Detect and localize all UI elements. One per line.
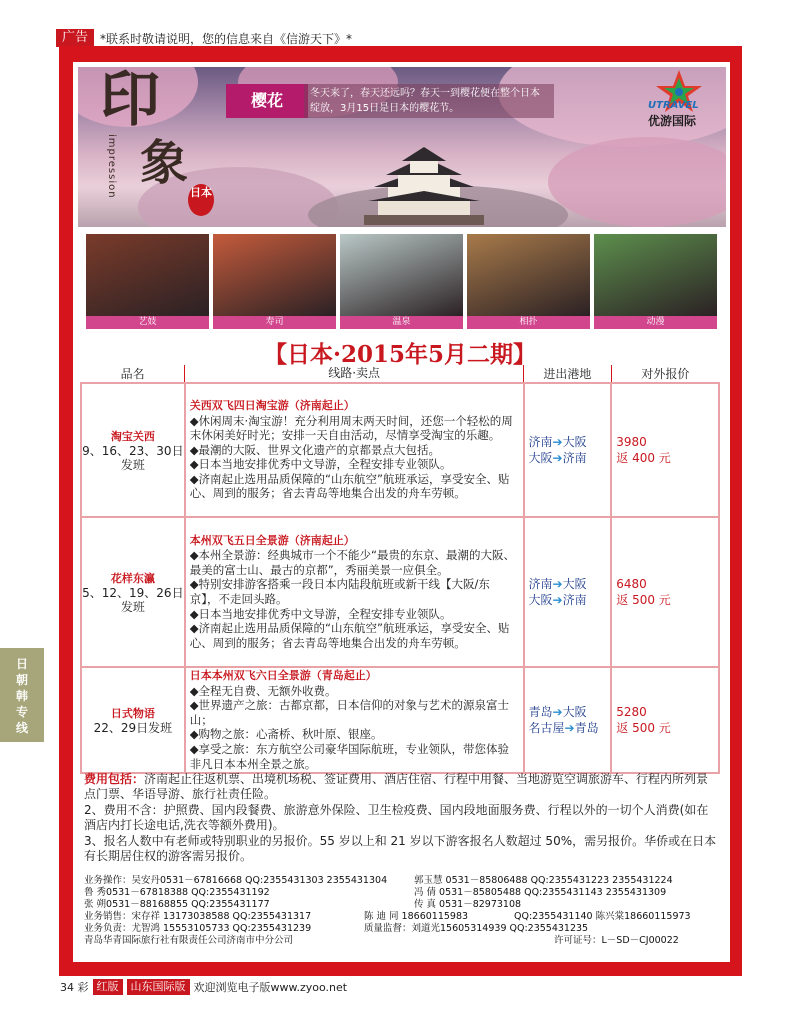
arrow-right-icon: ➔ <box>552 451 563 465</box>
route-point: ◆最潮的大阪、世界文化遗产的京都景点大包括。 <box>189 442 441 457</box>
arrow-right-icon: ➔ <box>552 577 563 591</box>
fee-notes <box>84 772 718 864</box>
route-point: ◆全程无自费、无额外收费。 <box>189 683 337 698</box>
table-row <box>81 667 719 773</box>
header-route: 线路·卖点 <box>185 365 524 383</box>
route-title: 本州双飞五日全景游（济南起止） <box>189 533 355 547</box>
rebate: 返 500 元 <box>616 593 671 607</box>
photo-image <box>340 234 463 316</box>
table-header-row <box>81 365 719 383</box>
photo-card <box>340 234 463 329</box>
tour-name: 花样东瀛 <box>110 572 155 585</box>
contact-line: 业务负责：尤智鸿 15553105733 QQ:2355431239 <box>84 923 312 934</box>
port-out: 青岛➔大阪 <box>528 705 587 720</box>
logo-en: UTRAVEL <box>648 100 699 111</box>
side-tab: 日朝韩专线 <box>0 648 44 742</box>
contact-line: 业务销售：宋存祥 13173038588 QQ:2355431317 <box>84 911 312 922</box>
header-port: 进出港地 <box>524 365 612 383</box>
photo-strip <box>86 234 718 329</box>
banner-impression: impression <box>106 134 117 199</box>
photo-caption: 温泉 <box>340 316 463 329</box>
photo-caption: 动漫 <box>594 316 717 329</box>
table-row <box>81 383 719 517</box>
port-back: 大阪➔济南 <box>528 451 587 465</box>
castle-illustration <box>364 147 484 225</box>
route-point: ◆本州全景游：经典城市一个不能少“最贵的东京、最潮的大阪、最美的富士山、最古的京都”，秀丽美景一应俱全。 <box>189 548 516 577</box>
price: 6480 <box>616 577 647 591</box>
tour-name: 淘宝关西 <box>110 430 155 443</box>
contact-info <box>84 875 724 947</box>
rebate: 返 500 元 <box>616 721 671 736</box>
photo-card <box>86 234 209 329</box>
ad-tag: 广告 <box>56 29 94 47</box>
price: 5280 <box>616 705 647 720</box>
table-row <box>81 517 719 667</box>
price: 3980 <box>616 435 647 449</box>
contact-line: 郭玉慧 0531－85806488 QQ:2355431223 2355431224 <box>414 875 673 886</box>
sakura-tag: 樱花 <box>226 84 308 118</box>
tour-dates: 9、16、23、30日发班 <box>82 444 184 472</box>
edition-tag: 红版 <box>93 979 123 995</box>
route-point: ◆济南起止选用品质保障的“山东航空”航班承运，享受安全、贴心、周到的服务；省去青岛等地集合出发的舟车劳顿。 <box>189 621 510 650</box>
arrow-right-icon: ➔ <box>564 721 575 736</box>
port-back: 大阪➔济南 <box>528 593 587 607</box>
logo-cn: 优游国际 <box>648 114 697 128</box>
arrow-right-icon: ➔ <box>552 593 563 607</box>
header-price: 对外报价 <box>611 365 719 383</box>
route-point: ◆日本当地安排优秀中文导游，全程安排专业领队。 <box>189 606 452 621</box>
ad-bar <box>0 28 800 48</box>
route-point: ◆休闲周末·淘宝游！充分利用周末两天时间，还您一个轻松的周末休闲美好时光；安排一天自由活动，尽情享受淘宝的乐趣。 <box>189 413 513 443</box>
license-number: 许可证号：L－SD－CJ00022 <box>554 935 679 946</box>
route-point: ◆济南起止选用品质保障的“山东航空”航班承运，享受安全、贴心、周到的服务；省去青岛等地集合出发的舟车劳顿。 <box>189 471 510 501</box>
contact-line: 业务操作：吴安丹0531－67816668 QQ:2355431303 2355431304 <box>84 875 388 886</box>
photo-image <box>86 234 209 316</box>
page-number: 34 彩 <box>60 981 89 994</box>
headline: 【日本·2015年5月二期】 <box>263 341 537 368</box>
contact-line: 陈 迪 同 18660115983 <box>364 911 469 922</box>
tour-dates: 22、29日发班 <box>93 721 173 736</box>
photo-card <box>467 234 590 329</box>
contact-line: 传 真 0531－82973108 <box>414 899 522 910</box>
route-point: ◆特别安排游客搭乘一段日本内陆段航班或新干线【大阪/东京】，不走回头路。 <box>189 577 490 606</box>
header-name: 品名 <box>81 365 185 383</box>
sakura-text: 冬天来了，春天还远吗？春天一到樱花便在整个日本绽放，3月15日是日本的樱花节。 <box>304 84 554 118</box>
route-point: ◆日本当地安排优秀中文导游，全程安排专业领队。 <box>189 457 452 472</box>
fee-note: 3、报名人数中有老师或特别职业的另报价。55 岁以上和 21 岁以下游客报名人数超过 50%，需另报价。华侨或在日本有长期居住权的游客需另报价。 <box>84 833 717 864</box>
photo-image <box>594 234 717 316</box>
rebate: 返 400 元 <box>616 451 671 465</box>
photo-image <box>467 234 590 316</box>
tour-name: 日式物语 <box>110 707 155 721</box>
footer <box>0 978 800 996</box>
port-out: 济南➔大阪 <box>528 577 587 591</box>
contact-line: QQ:2355431140 陈兴棠18660115973 <box>514 911 691 922</box>
contact-line: 青岛华青国际旅行社有限责任公司济南市中分公司 <box>84 935 294 946</box>
route-title: 关西双飞四日淘宝游（济南起止） <box>189 398 355 412</box>
arrow-right-icon: ➔ <box>552 705 563 720</box>
route-title: 日本本州双飞六日全景游（青岛起止） <box>189 669 377 682</box>
contact-line: 质量监督：刘道光15605314939 QQ:2355431235 <box>364 923 589 934</box>
contact-line: 张 朔0531－88168855 QQ:2355431177 <box>84 899 270 910</box>
port-back: 名古屋➔青岛 <box>528 721 599 736</box>
photo-caption: 相扑 <box>467 316 590 329</box>
arrow-right-icon: ➔ <box>552 435 563 449</box>
fee-label: 费用包括： <box>84 772 145 786</box>
photo-image <box>213 234 336 316</box>
photo-caption: 艺妓 <box>86 316 209 329</box>
fee-included: 费用包括：济南起止往返机票、出境机场税、签证费用、酒店住宿、行程中用餐、当地游览空调旅游车、行程内所列景点门票、华语导游、旅行社责任险。 <box>84 772 709 802</box>
tour-table <box>80 365 720 774</box>
banner-title-char1: 印 <box>100 65 160 135</box>
photo-caption: 寿司 <box>213 316 336 329</box>
fee-excluded: 2、费用不含：护照费、国内段餐费、旅游意外保险、卫生检疫费、国内段地面服务费、行程以外的一切个人消费(如在酒店内打长途电话,洗衣等额外费用)。 <box>84 802 709 833</box>
port-out: 济南➔大阪 <box>528 435 587 449</box>
site-link[interactable]: 欢迎浏览电子版www.zyoo.net <box>193 981 348 994</box>
contact-line: 鲁 秀0531－67818388 QQ:2355431192 <box>84 887 270 898</box>
region-tag: 山东国际版 <box>127 979 190 995</box>
tour-dates: 5、12、19、26日发班 <box>82 586 184 614</box>
ad-note: *联系时敬请说明，您的信息来自《信游天下》* <box>100 31 353 46</box>
japan-seal: 日本 <box>188 184 214 216</box>
contact-line: 冯 倩 0531－85805488 QQ:2355431143 2355431309 <box>414 887 667 898</box>
route-point: ◆购物之旅：心斋桥、秋叶原、银座。 <box>189 727 383 742</box>
photo-card <box>594 234 717 329</box>
photo-card <box>213 234 336 329</box>
route-point: ◆世界遗产之旅：古都京都，日本信仰的对象与艺术的源泉富士山； <box>189 698 510 727</box>
banner-title-char2: 象 <box>140 135 189 191</box>
route-point: ◆享受之旅：东方航空公司豪华国际航班，专业领队，带您体验非凡日本本州全景之旅。 <box>189 741 510 771</box>
